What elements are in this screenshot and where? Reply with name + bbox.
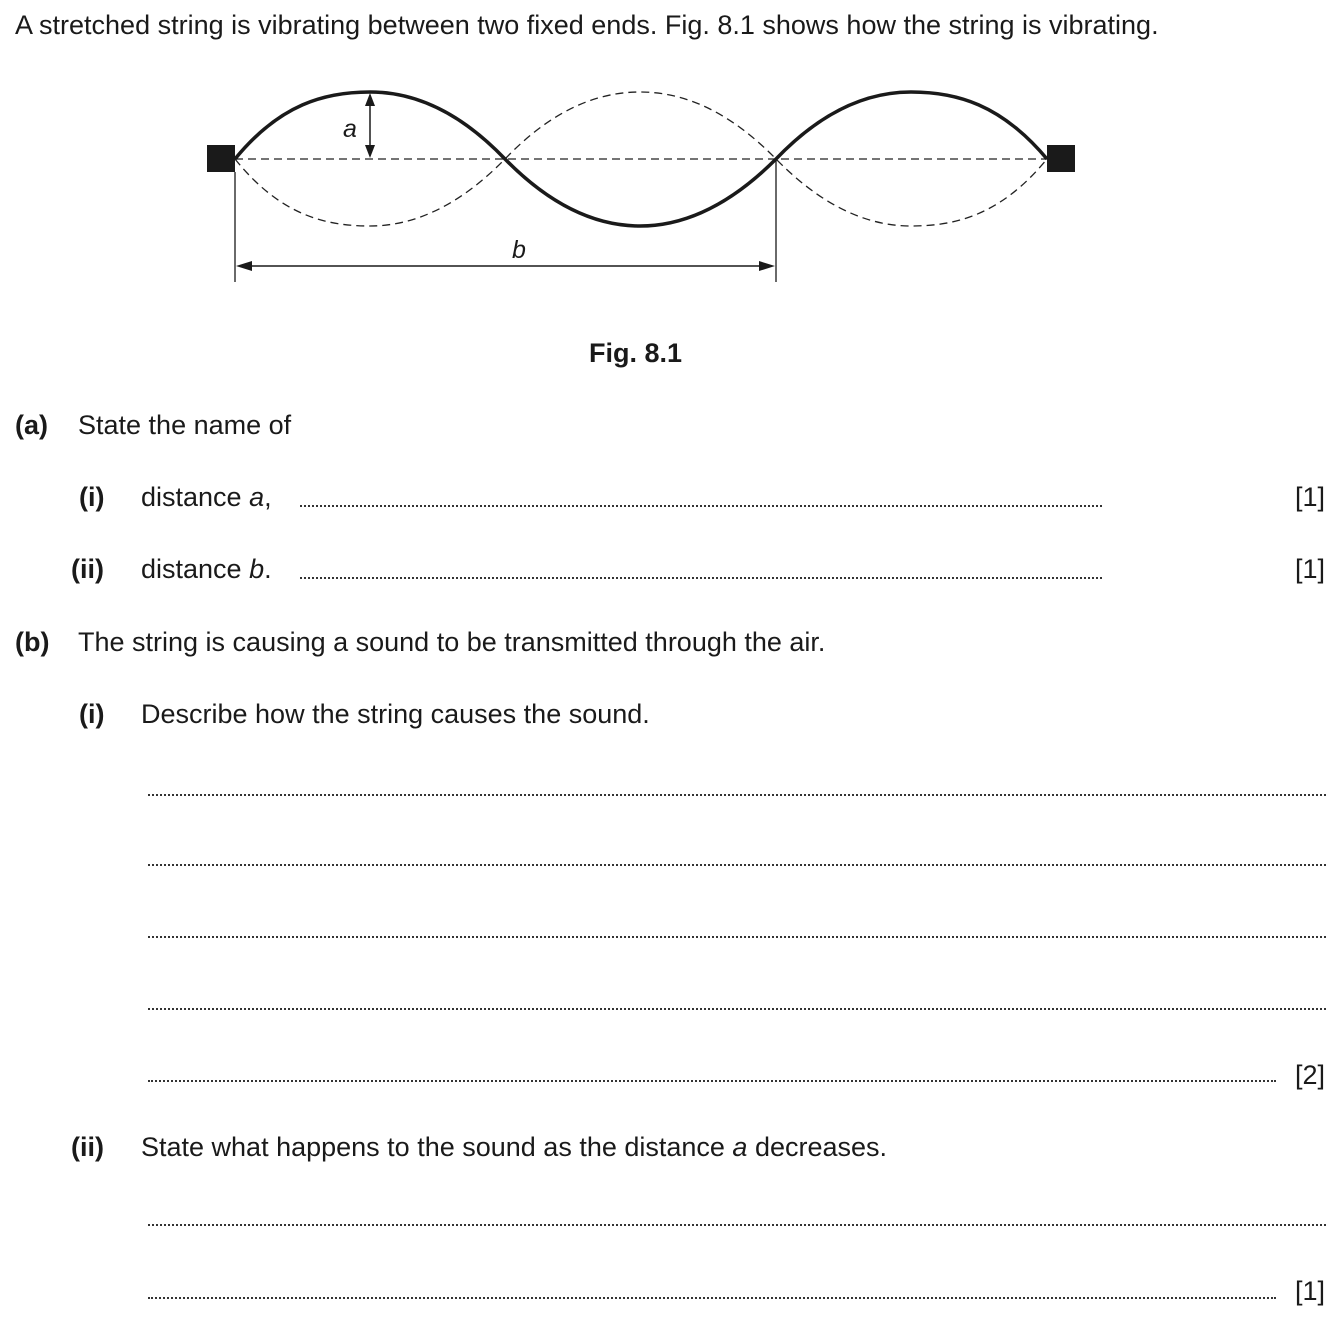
part-b-label: (b) — [15, 627, 50, 657]
answer-line-a-ii[interactable] — [300, 577, 1102, 579]
part-a-ii-punct: . — [264, 554, 272, 584]
answer-line-b-i-1[interactable] — [148, 794, 1326, 796]
part-a-i-punct: , — [264, 482, 272, 512]
part-a-i-question — [141, 484, 272, 511]
part-a-ii-text: distance — [141, 554, 250, 584]
part-a-i-label: (i) — [79, 482, 105, 512]
marks-a-ii: [1] — [1295, 554, 1326, 584]
part-b-ii-label: (ii) — [71, 1132, 104, 1162]
answer-line-b-ii-1[interactable] — [148, 1224, 1326, 1226]
label-a: a — [343, 115, 357, 143]
fixed-end-right — [1047, 145, 1075, 172]
fixed-end-left — [207, 145, 235, 172]
vibrating-string-diagram — [0, 0, 1342, 320]
part-a-ii-label: (ii) — [71, 554, 104, 584]
part-b-ii-var: a — [732, 1132, 748, 1162]
part-a-ii-var: b — [249, 554, 265, 584]
part-b-ii-question — [141, 1134, 887, 1161]
part-b-stem: The string is causing a sound to be transmitted through the air. — [78, 627, 826, 657]
answer-line-b-i-5[interactable] — [148, 1080, 1276, 1082]
part-b-ii-text-end: decreases. — [747, 1132, 888, 1162]
part-a-i-text: distance — [141, 482, 250, 512]
answer-line-b-ii-2[interactable] — [148, 1297, 1276, 1299]
answer-line-b-i-3[interactable] — [148, 936, 1326, 938]
wavelength-arrow — [236, 261, 775, 271]
part-a-ii-question — [141, 556, 272, 583]
marks-a-i: [1] — [1295, 482, 1326, 512]
answer-line-b-i-2[interactable] — [148, 864, 1326, 866]
intro-text: A stretched string is vibrating between two fixed ends. Fig. 8.1 shows how the string is vibrating. — [15, 10, 1159, 40]
answer-line-b-i-4[interactable] — [148, 1008, 1326, 1010]
label-b: b — [512, 236, 526, 264]
part-a-i-var: a — [249, 482, 265, 512]
part-b-i-label: (i) — [79, 699, 105, 729]
part-b-ii-text: State what happens to the sound as the distance — [141, 1132, 733, 1162]
figure-caption: Fig. 8.1 — [589, 338, 683, 368]
marks-b-i: [2] — [1295, 1060, 1326, 1090]
answer-line-a-i[interactable] — [300, 505, 1102, 507]
part-a-stem: State the name of — [78, 410, 292, 440]
part-b-i-question: Describe how the string causes the sound. — [141, 699, 650, 729]
amplitude-arrow — [365, 93, 375, 158]
part-a-label: (a) — [15, 410, 48, 440]
marks-b-ii: [1] — [1295, 1276, 1326, 1306]
